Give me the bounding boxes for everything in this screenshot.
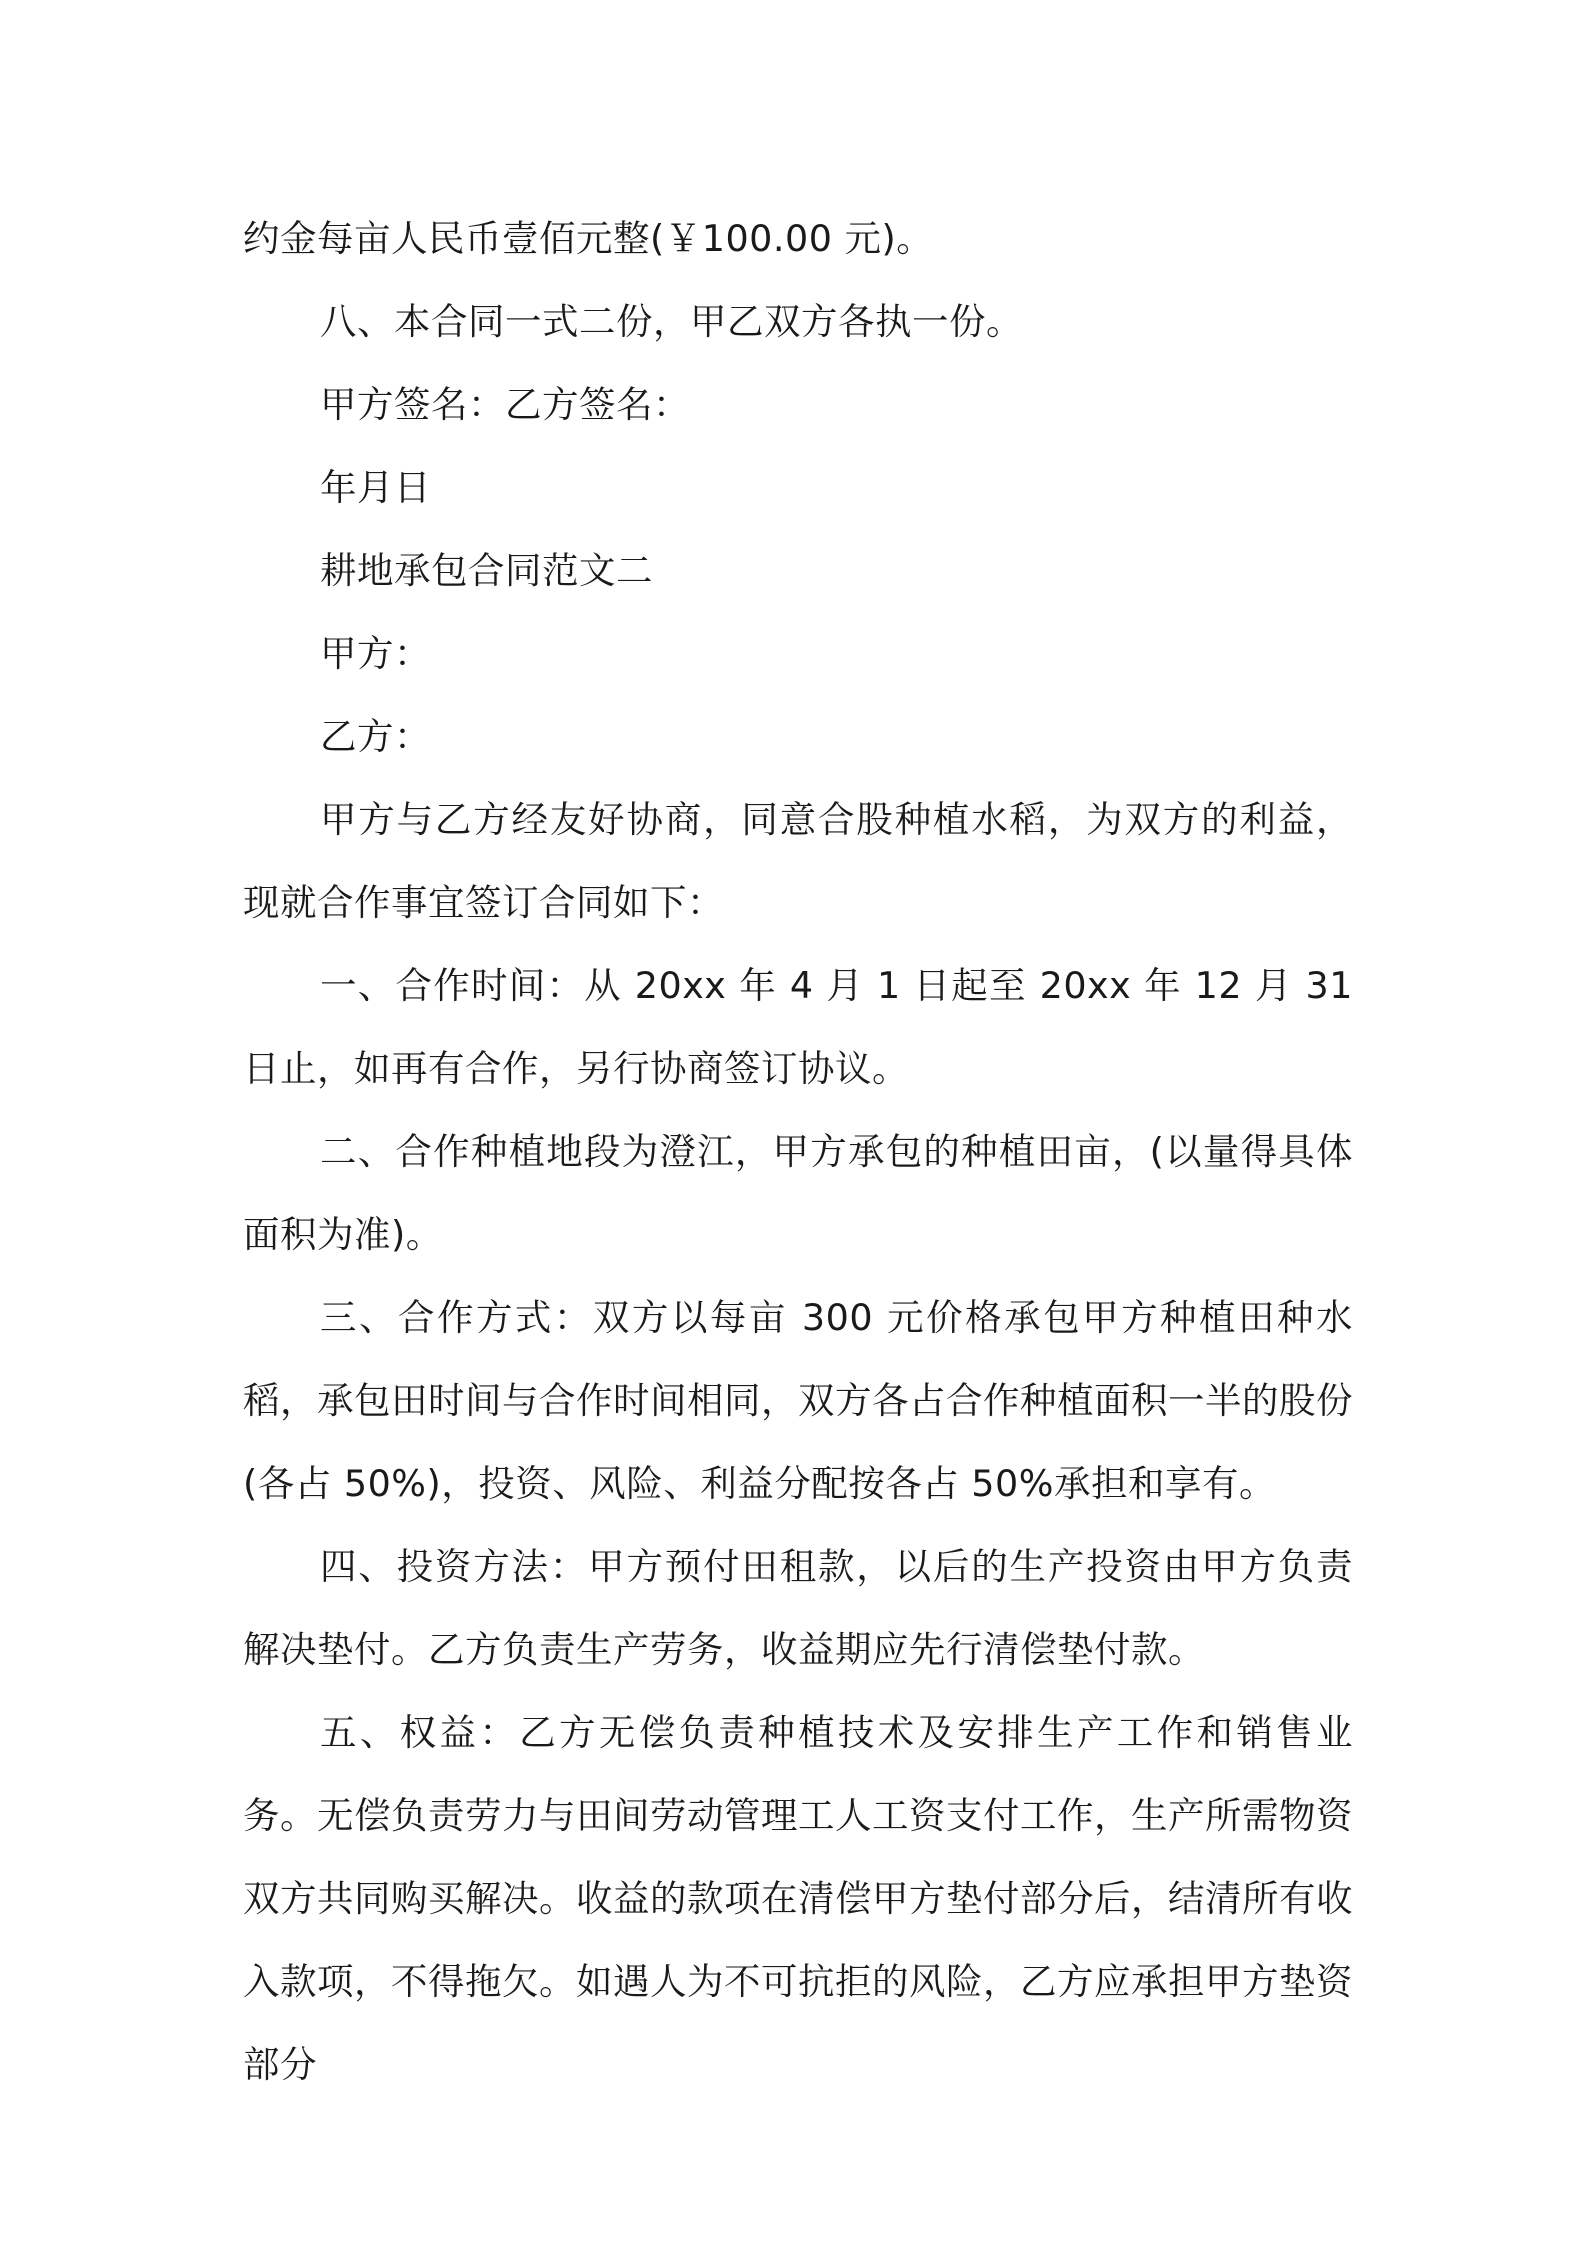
paragraph-preamble: 甲方与乙方经友好协商，同意合股种植水稻，为双方的利益，现就合作事宜签订合同如下： [243, 798, 1353, 924]
paragraph-clause-2: 二、合作种植地段为澄江，甲方承包的种植田亩，(以量得具体面积为准)。 [243, 1130, 1353, 1256]
document-body [243, 197, 1353, 2106]
paragraph-clause-3: 三、合作方式：双方以每亩 300 元价格承包甲方种植田种水稻，承包田时间与合作时间相同，双方各占合作种植面积一半的股份(各占 50%)，投资、风险、利益分配按各占 50%承担和享有。 [243, 1296, 1353, 1505]
paragraph-clause-1: 一、合作时间：从 20xx 年 4 月 1 日起至 20xx 年 12 月 31 日止，如再有合作，另行协商签订协议。 [243, 964, 1353, 1090]
paragraph-signatures: 甲方签名：乙方签名： [320, 383, 690, 426]
paragraph-party-b: 乙方： [320, 715, 431, 758]
paragraph-clause-5: 五、权益：乙方无偿负责种植技术及安排生产工作和销售业务。无偿负责劳力与田间劳动管理工人工资支付工作，生产所需物资双方共同购买解决。收益的款项在清偿甲方垫付部分后，结清所有收入款项，不得拖欠。如遇人为不可抗拒的风险，乙方应承担甲方垫资部分 [243, 1711, 1353, 2086]
paragraph-clause-8: 八、本合同一式二份，甲乙双方各执一份。 [320, 300, 1023, 343]
paragraph-penalty-fee: 约金每亩人民币壹佰元整(￥100.00 元)。 [243, 217, 934, 260]
paragraph-clause-4: 四、投资方法：甲方预付田租款，以后的生产投资由甲方负责解决垫付。乙方负责生产劳务，收益期应先行清偿垫付款。 [243, 1545, 1353, 1671]
paragraph-sample-title: 耕地承包合同范文二 [320, 549, 653, 592]
paragraph-party-a: 甲方： [320, 632, 431, 675]
paragraph-date: 年月日 [320, 466, 431, 509]
